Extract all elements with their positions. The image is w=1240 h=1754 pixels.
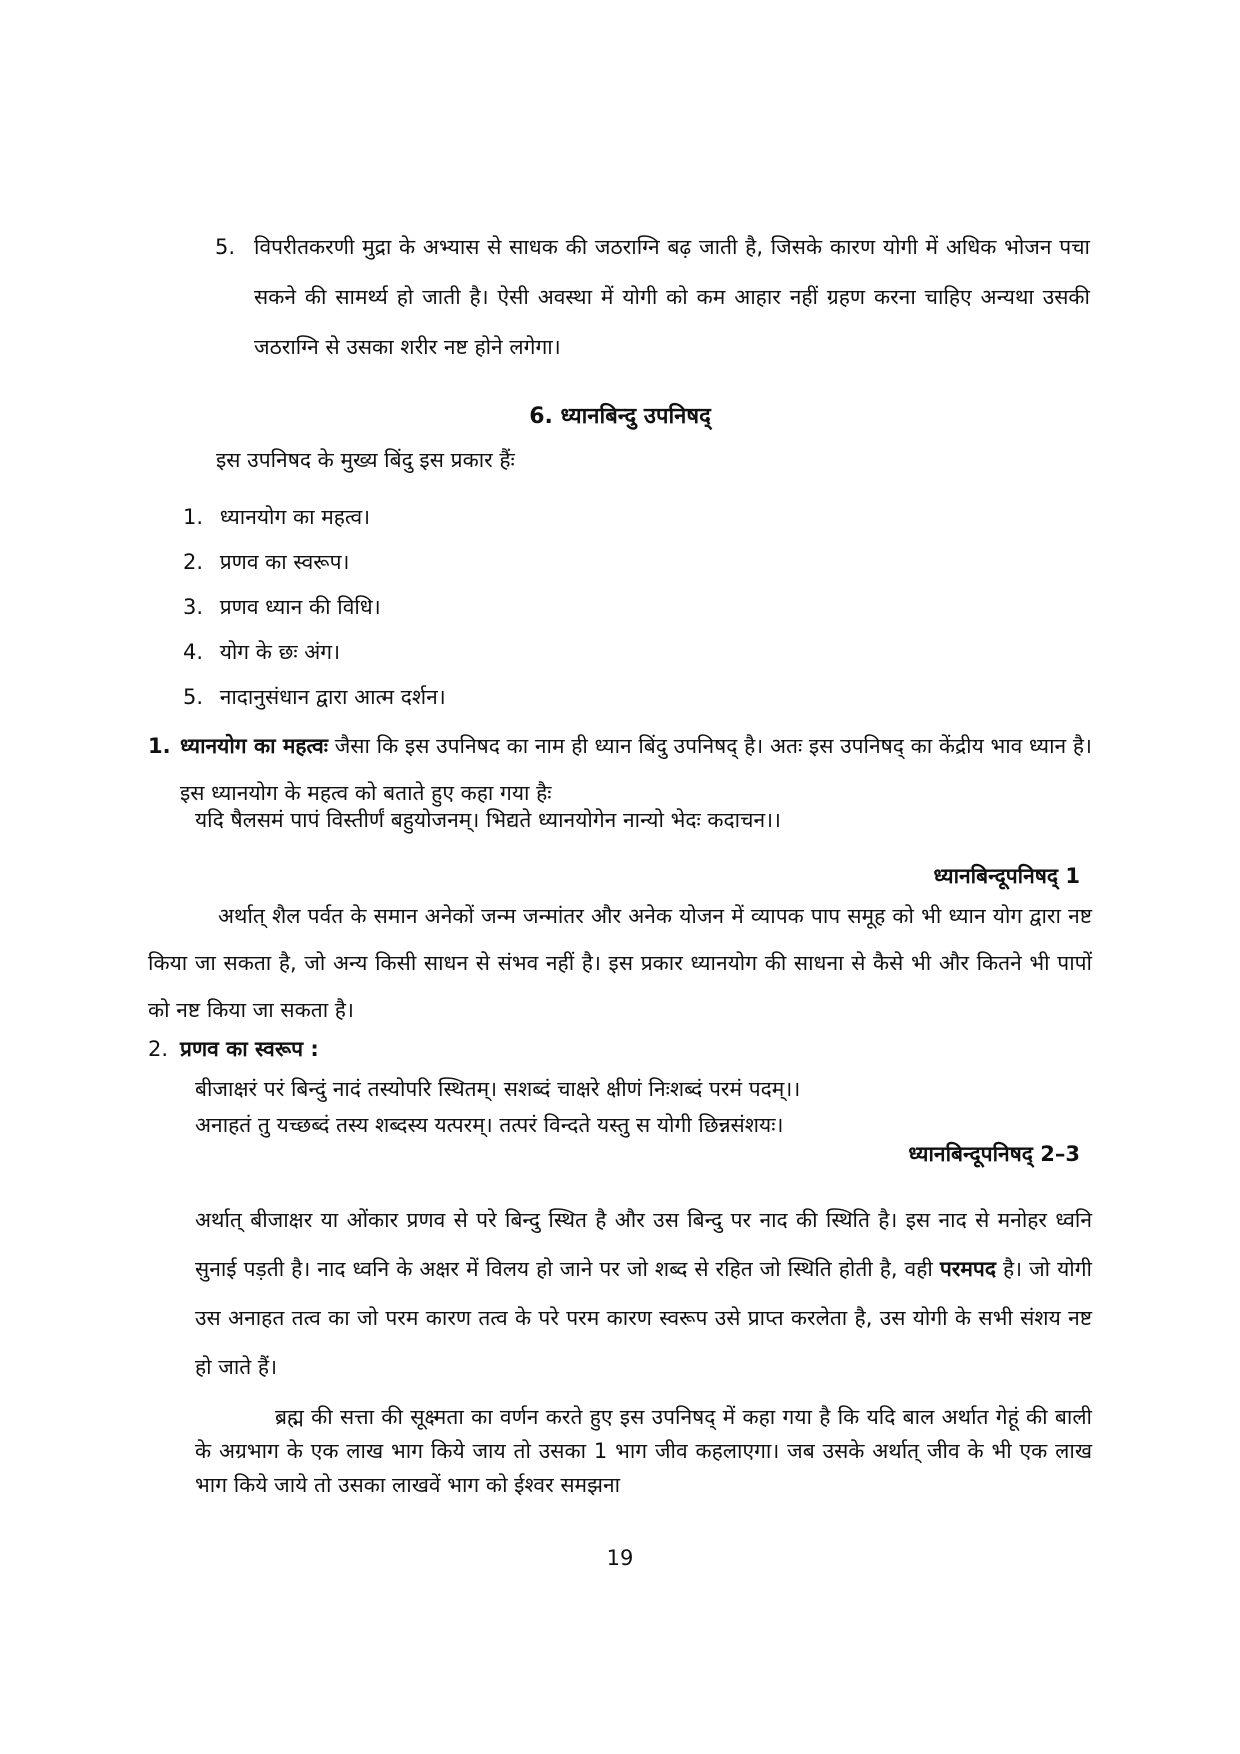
list-item-number: 1.: [183, 505, 204, 529]
section-2-verse-line-2: अनाहतं तु यच्छब्दं तस्य शब्दस्य यत्परम्। तत्परं विन्दते यस्तु स योगी छिन्नसंशयः।: [195, 1113, 784, 1137]
section-1-verse: यदि षैलसमं पापं विस्तीर्णं बहुयोजनम्। भिद्यते ध्यानयोगेन नान्यो भेदः कदाचन।।: [195, 808, 782, 832]
section-2-citation: ध्यानबिन्दूपनिषद् 2–3: [908, 1142, 1080, 1166]
intro-text: इस उपनिषद के मुख्य बिंदु इस प्रकार हैंः: [216, 448, 515, 472]
list-item-number: 3.: [183, 595, 204, 619]
section-2-explanation-part-2: है। जो योगी उस अनाहत तत्व का जो परम कारण तत्व के परे परम कारण स्वरूप उसे प्राप्त करलेता है, उस योगी के सभी संशय नष्ट हो जाते हैं।: [195, 1257, 1092, 1379]
list-item-number: 2.: [183, 550, 204, 574]
section-1-explanation: अर्थात् शैल पर्वत के समान अनेकों जन्म जन्मांतर और अनेक योजन में व्यापक पाप समूह को भी ध्यान योग द्वारा नष्ट किया जा सकता है, जो अन्य किसी साधन से संभव नहीं है। इस प्रकार ध्यानयोग की साधना से कैसे भी और कितने भी पापों को नष्ट किया जा सकता है।: [148, 904, 1092, 1022]
section-2-explanation: [195, 1196, 1092, 1392]
section-2-verse-line-1: बीजाक्षरं परं बिन्दुं नादं तस्योपरि स्थितम्। सशब्दं चाक्षरे क्षीणं निःशब्दं परमं पदम्।।: [195, 1077, 801, 1101]
list-item-number: 5.: [183, 685, 204, 709]
section-2-heading: प्रणव का स्वरूप :: [180, 1037, 319, 1061]
list-item-text: ध्यानयोग का महत्व।: [219, 505, 371, 529]
section-1-citation: ध्यानबिन्दूपनिषद् 1: [933, 864, 1080, 888]
list-item-text: योग के छः अंग।: [219, 640, 341, 664]
section-heading: 6. ध्यानबिन्दु उपनिषद्: [529, 404, 711, 429]
section-1-number: 1.: [148, 734, 171, 758]
page-number: 19: [606, 1546, 634, 1570]
section-2-number: 2.: [148, 1037, 169, 1061]
paragraph-5-text: विपरीतकरणी मुद्रा के अभ्यास से साधक की जठराग्नि बढ़ जाती है, जिसके कारण योगी में अधिक भोजन पचा सकने की सामर्थ्य हो जाती है। ऐसी अवस्था में योगी को कम आहार नहीं ग्रहण करना चाहिए अन्यथा उसकी जठराग्नि से उसका शरीर नष्ट होने लगेगा।: [254, 235, 1090, 359]
paragraph-5: [215, 222, 1090, 372]
list-item: [183, 503, 370, 531]
list-item: [183, 548, 349, 576]
section-1-text: जैसा कि इस उपनिषद का नाम ही ध्यान बिंदु उपनिषद् है। अतः इस उपनिषद् का केंद्रीय भाव ध्यान है। इस ध्यानयोग के महत्व को बताते हुए कहा गया हैः: [180, 734, 1092, 805]
list-item-text: प्रणव ध्यान की विधि।: [219, 595, 381, 619]
list-item-number: 4.: [183, 640, 204, 664]
list-item-text: नादानुसंधान द्वारा आत्म दर्शन।: [219, 685, 446, 709]
paragraph-5-number: 5.: [215, 235, 236, 259]
section-2-title: [148, 1035, 319, 1063]
section-1-paragraph: [148, 723, 1092, 817]
list-item: [183, 593, 381, 621]
list-item: [183, 683, 446, 711]
section-2-explanation-bold: परमपद: [939, 1257, 996, 1281]
section-2-explanation-part-1: अर्थात् बीजाक्षर या ओंकार प्रणव से परे बिन्दु स्थित है और उस बिन्दु पर नाद की स्थिति है। इस नाद से मनोहर ध्वनि सुनाई पड़ती है। नाद ध्वनि के अक्षर में विलय हो जाने पर जो शब्द से रहित जो स्थिति होती है, वही: [195, 1208, 1092, 1281]
section-1-heading: ध्यानयोग का महत्वः: [180, 734, 329, 758]
list-item: [183, 638, 340, 666]
section-2-last-paragraph: ब्रह्म की सत्ता की सूक्ष्मता का वर्णन करते हुए इस उपनिषद् में कहा गया है कि यदि बाल अर्थात गेहूं की बाली के अग्रभाग के एक लाख भाग किये जाय तो उसका 1 भाग जीव कहलाएगा। जब उसके अर्थात् जीव के भी एक लाख भाग किये जाये तो उसका लाखवें भाग को ईश्वर समझना: [195, 1405, 1092, 1497]
list-item-text: प्रणव का स्वरूप।: [219, 550, 350, 574]
